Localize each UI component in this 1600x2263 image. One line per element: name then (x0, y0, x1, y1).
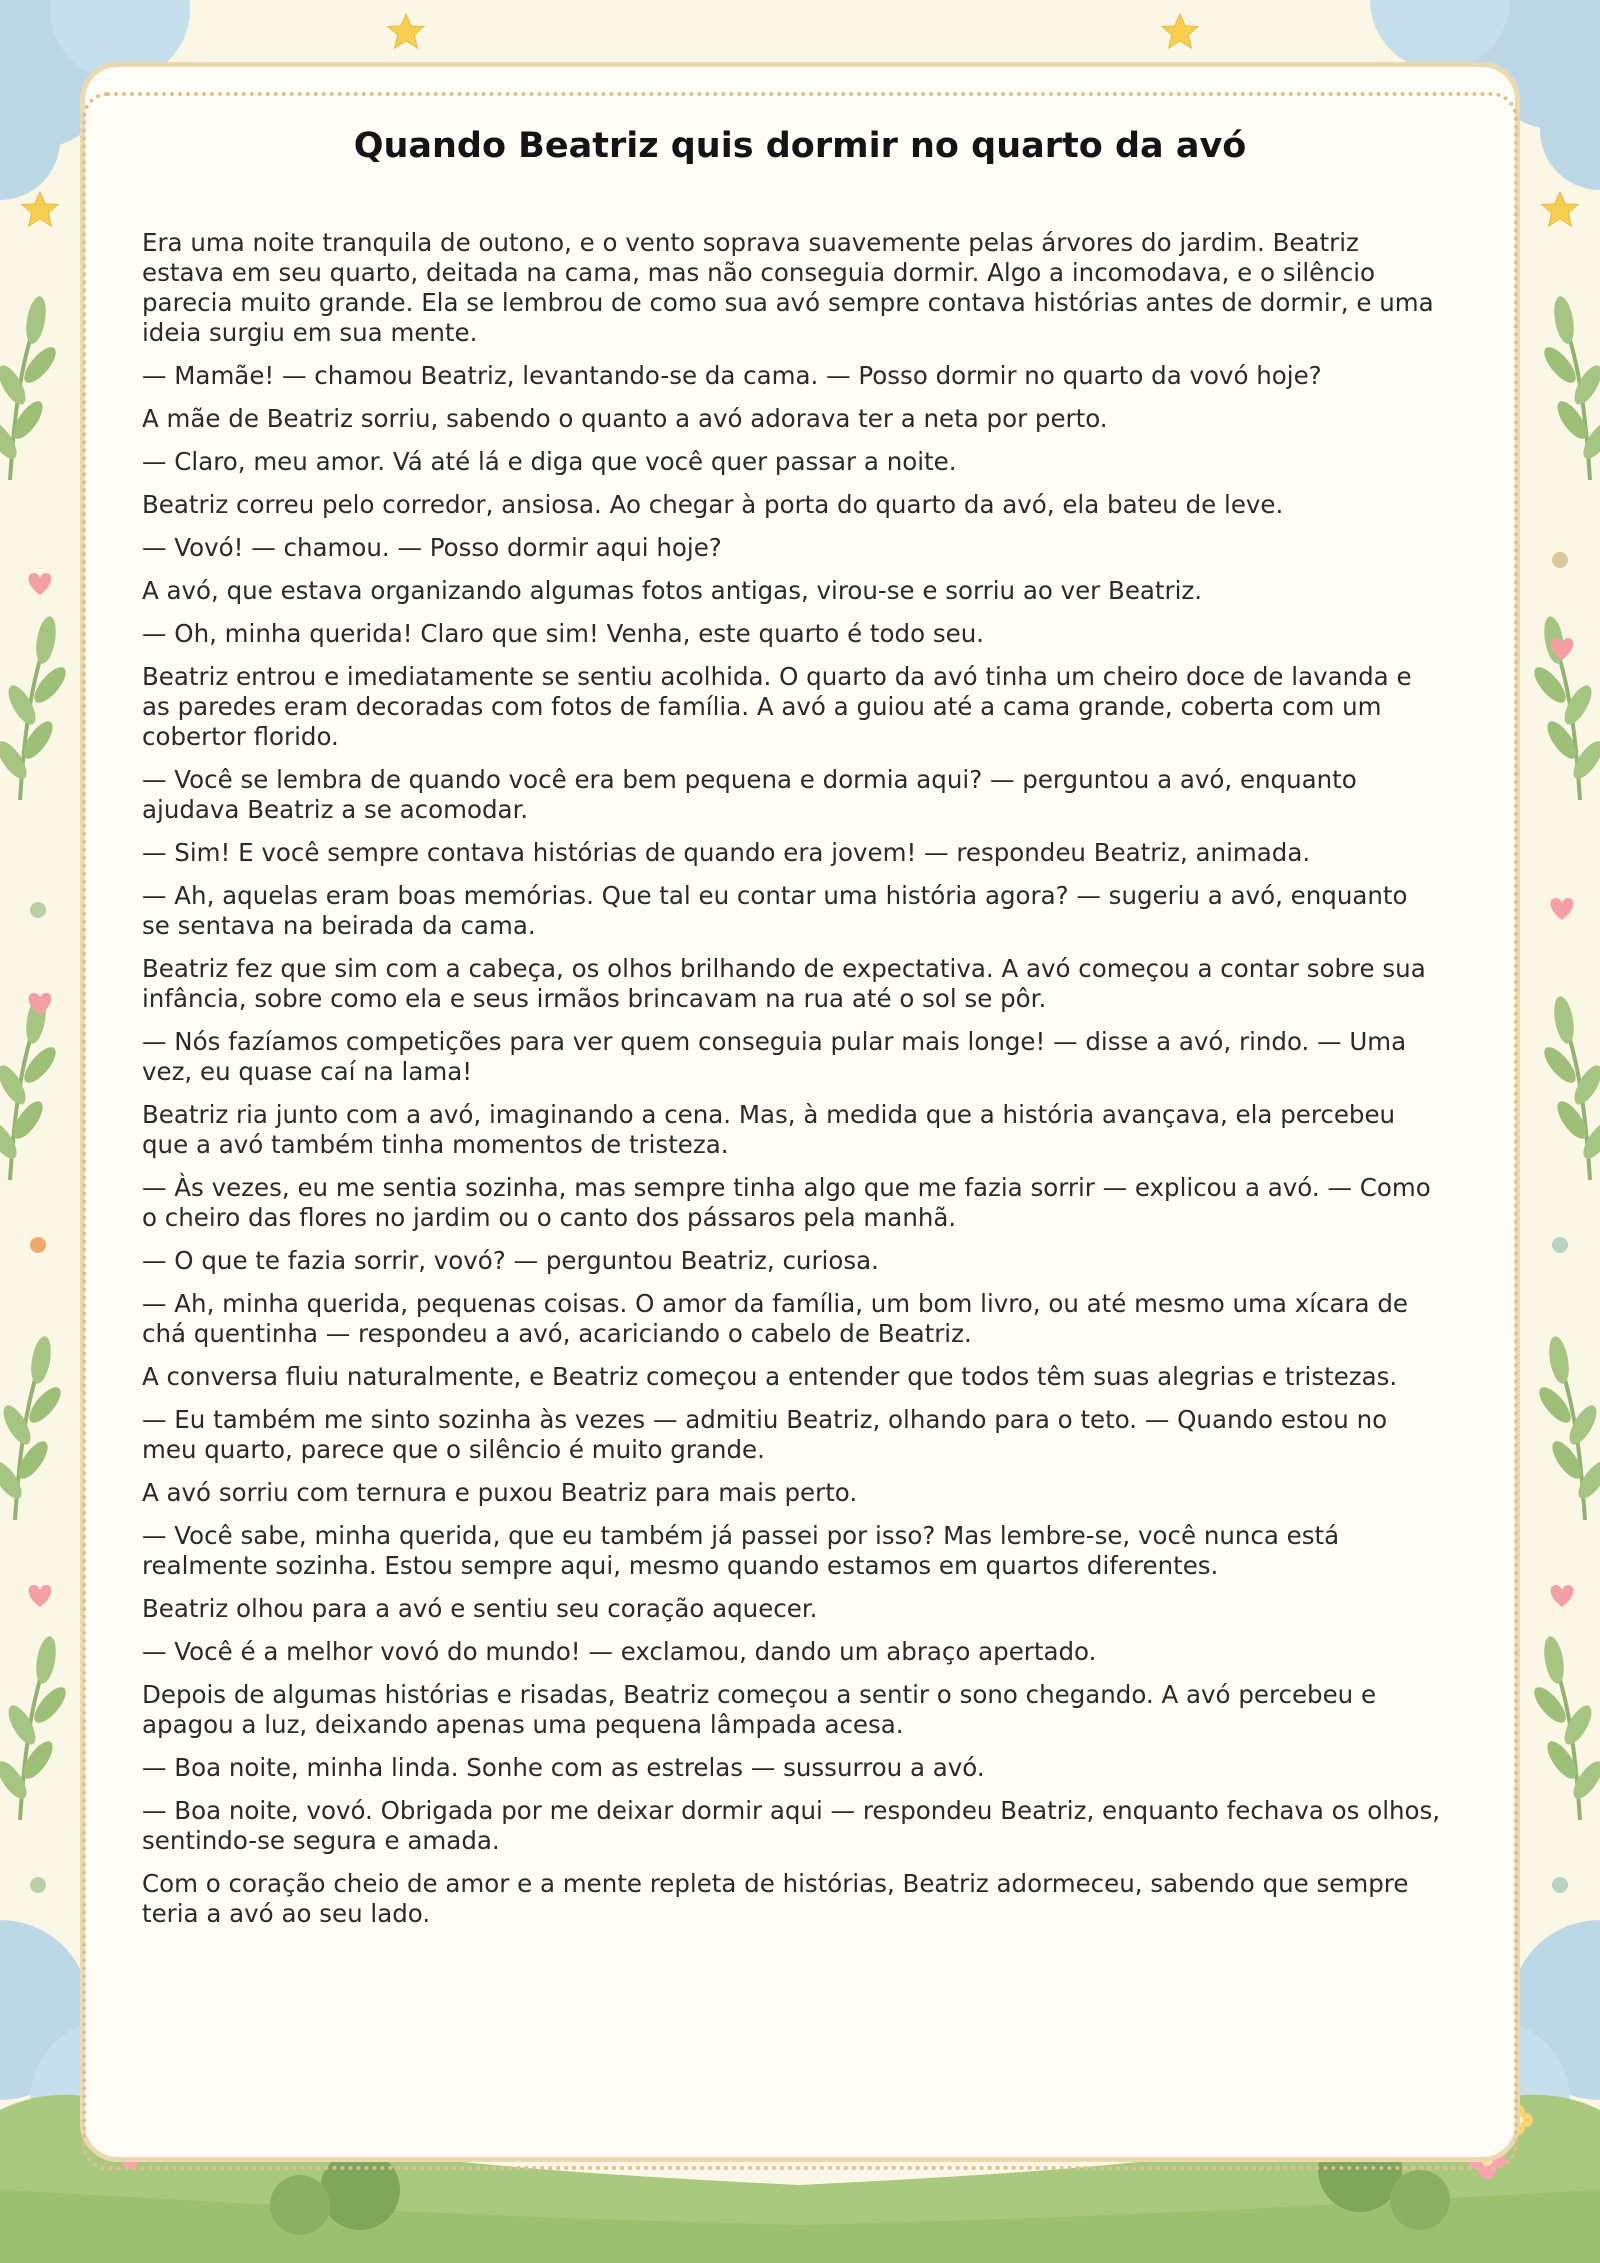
heart-icon (29, 573, 52, 595)
story-paragraph: — Às vezes, eu me sentia sozinha, mas sempre tinha algo que me fazia sorrir — explicou a avó. — Como o cheiro das flores no jardim ou o canto dos pássaros pela manhã. (142, 1173, 1431, 1232)
leaf-sprig-icon (0, 995, 61, 1180)
story-paragraph: — Boa noite, minha linda. Sonhe com as estrelas — sussurrou a avó. (142, 1753, 985, 1782)
story-paragraph: — Você é a melhor vovó do mundo! — exclamou, dando um abraço apertado. (142, 1637, 1097, 1666)
leaf-sprig-icon (1529, 1635, 1600, 1820)
story-body (142, 228, 1442, 1942)
story-paragraph: Depois de algumas histórias e risadas, Beatriz começou a sentir o sono chegando. A avó percebeu e apagou a luz, deixando apenas uma pequena lâmpada acesa. (142, 1680, 1377, 1739)
story-paragraph: A avó sorriu com ternura e puxou Beatriz para mais perto. (142, 1478, 858, 1507)
story-paragraph: Beatriz fez que sim com a cabeça, os olhos brilhando de expectativa. A avó começou a contar sobre sua infância, sobre como ela e seus irmãos brincavam na rua até o sol se pôr. (142, 954, 1426, 1013)
leaf-sprig-icon (0, 1635, 71, 1820)
star-icon (22, 192, 58, 226)
story-paragraph: Beatriz ria junto com a avó, imaginando a cena. Mas, à medida que a história avançava, ela percebeu que a avó também tinha momentos de tristeza. (142, 1100, 1396, 1159)
story-paragraph: Beatriz correu pelo corredor, ansiosa. Ao chegar à porta do quarto da avó, ela bateu de leve. (142, 490, 1284, 519)
story-paragraph: — Ah, minha querida, pequenas coisas. O amor da família, um bom livro, ou até mesmo uma xícara de chá quentinha — respondeu a avó, acariciando o cabelo de Beatriz. (142, 1289, 1408, 1348)
story-paragraph: — Eu também me sinto sozinha às vezes — admitiu Beatriz, olhando para o teto. — Quando estou no meu quarto, parece que o silêncio é muito grande. (142, 1405, 1388, 1464)
story-paragraph: Beatriz entrou e imediatamente se sentiu acolhida. O quarto da avó tinha um cheiro doce de lavanda e as paredes eram decoradas com fotos de família. A avó a guiou até a cama grande, coberta com um cobertor florido. (142, 662, 1412, 751)
leaf-sprig-icon (0, 615, 71, 800)
star-icon (1542, 192, 1578, 226)
story-paragraph: — O que te fazia sorrir, vovó? — perguntou Beatriz, curiosa. (142, 1246, 879, 1275)
story-title: Quando Beatriz quis dormir no quarto da avó (353, 126, 1247, 166)
heart-icon (1551, 898, 1574, 920)
leaf-sprig-icon (0, 1335, 66, 1520)
story-paragraph: A avó, que estava organizando algumas fotos antigas, virou-se e sorriu ao ver Beatriz. (142, 576, 1203, 605)
story-paragraph: — Mamãe! — chamou Beatriz, levantando-se da cama. — Posso dormir no quarto da vovó hoje? (142, 361, 1322, 390)
story-paragraph: — Oh, minha querida! Claro que sim! Venha, este quarto é todo seu. (142, 619, 985, 648)
leaf-sprig-icon (0, 295, 61, 480)
story-paragraph: — Vovó! — chamou. — Posso dormir aqui hoje? (142, 533, 722, 562)
story-paragraph: — Ah, aquelas eram boas memórias. Que tal eu contar uma história agora? — sugeriu a avó, enquanto se sentava na beirada da cama. (142, 881, 1408, 940)
story-paragraph: — Você se lembra de quando você era bem pequena e dormia aqui? — perguntou a avó, enquanto ajudava Beatriz a se acomodar. (142, 765, 1357, 824)
story-paragraph: Era uma noite tranquila de outono, e o vento soprava suavemente pelas árvores do jardim. Beatriz estava em seu quarto, deitada na cama, mas não conseguia dormir. Algo a incomodava, e o silêncio parecia muito grande. Ela se lembrou de como sua avó sempre contava histórias antes de dormir, e uma ideia surgiu em sua mente. (142, 228, 1434, 347)
story-paragraph: — Claro, meu amor. Vá até lá e diga que você quer passar a noite. (142, 447, 957, 476)
story-paragraph: — Nós fazíamos competições para ver quem conseguia pular mais longe! — disse a avó, rindo. — Uma vez, eu quase caí na lama! (142, 1027, 1407, 1086)
story-paragraph: — Você sabe, minha querida, que eu também já passei por isso? Mas lembre-se, você nunca está realmente sozinha. Estou sempre aqui, mesmo quando estamos em quartos diferentes. (142, 1521, 1340, 1580)
story-paragraph: A mãe de Beatriz sorriu, sabendo o quanto a avó adorava ter a neta por perto. (142, 404, 1108, 433)
story-paragraph: Beatriz olhou para a avó e sentiu seu coração aquecer. (142, 1594, 818, 1623)
story-paragraph: A conversa fluiu naturalmente, e Beatriz começou a entender que todos têm suas alegrias e tristezas. (142, 1362, 1398, 1391)
star-icon (388, 14, 424, 48)
heart-icon (1551, 1585, 1574, 1607)
story-paragraph: — Boa noite, vovó. Obrigada por me deixar dormir aqui — respondeu Beatriz, enquanto fechava os olhos, sentindo-se segura e amada. (142, 1796, 1441, 1855)
story-paragraph: — Sim! E você sempre contava histórias de quando era jovem! — respondeu Beatriz, animada. (142, 838, 1311, 867)
leaf-sprig-icon (1539, 995, 1600, 1180)
story-paragraph: Com o coração cheio de amor e a mente repleta de histórias, Beatriz adormeceu, sabendo que sempre teria a avó ao seu lado. (142, 1869, 1409, 1928)
leaf-sprig-icon (1534, 1335, 1600, 1520)
leaf-sprig-icon (1539, 295, 1600, 480)
heart-icon (29, 1585, 52, 1607)
star-icon (1162, 14, 1198, 48)
